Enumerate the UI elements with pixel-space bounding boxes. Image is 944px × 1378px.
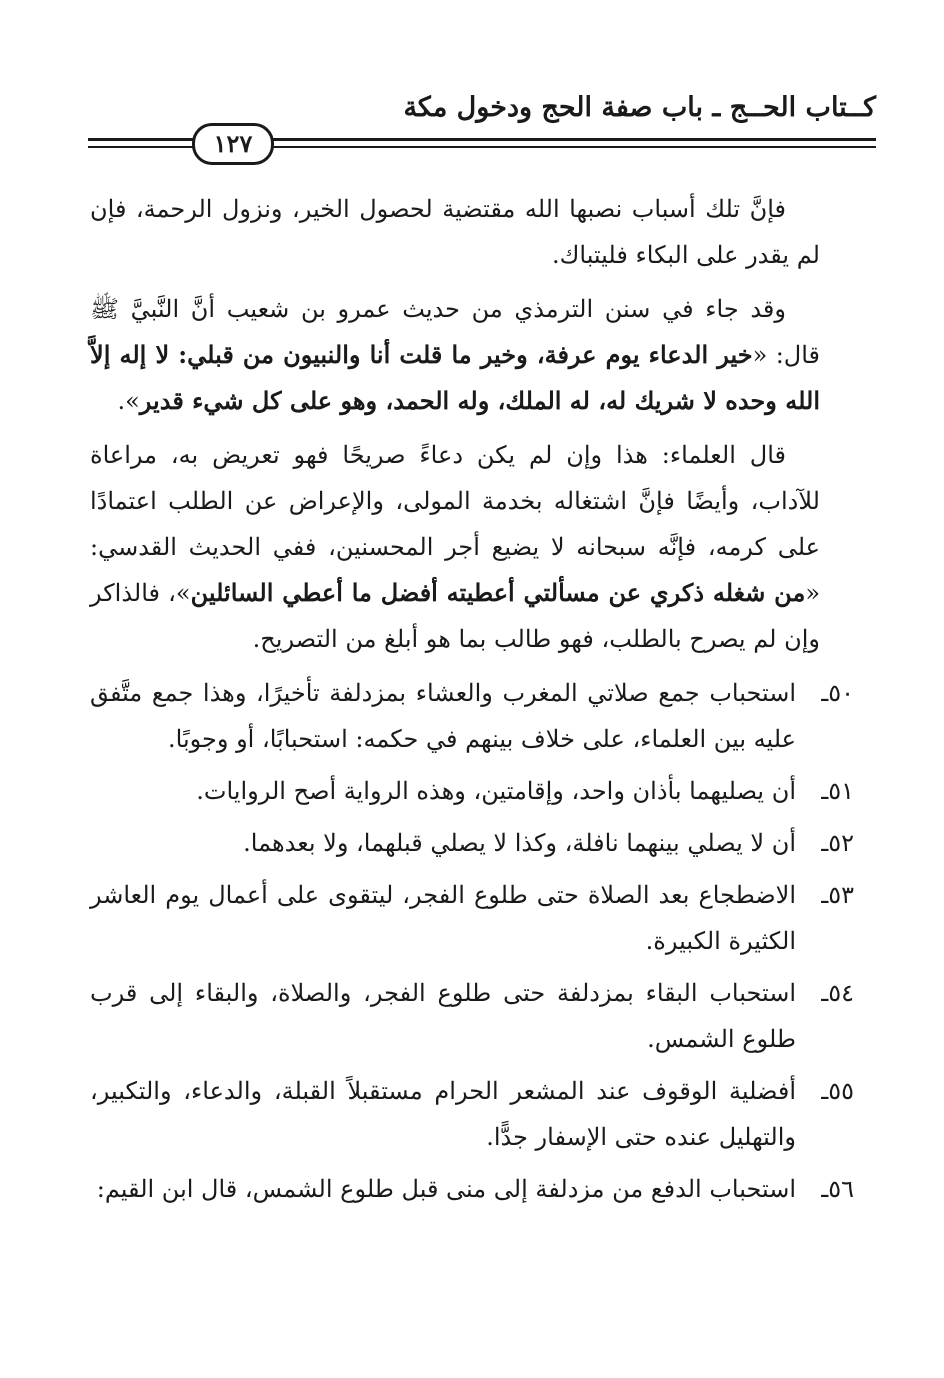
list-item-text: أن لا يصلي بينهما نافلة، وكذا لا يصلي قبلهما، ولا بعدهما. xyxy=(243,829,796,857)
list-item xyxy=(90,1166,854,1212)
list-item xyxy=(90,670,854,762)
list-item xyxy=(90,872,854,964)
list-item xyxy=(90,970,854,1062)
paragraph-2 xyxy=(90,286,820,424)
hadith-quote-2: من شغله ذكري عن مسألتي أعطيته أفضل ما أعطي السائلين xyxy=(190,578,806,607)
list-item-text: أن يصليهما بأذان واحد، وإقامتين، وهذه الرواية أصح الروايات. xyxy=(196,777,796,805)
list-item-text: استحباب البقاء بمزدلفة حتى طلوع الفجر، والصلاة، والبقاء إلى قرب طلوع الشمس. xyxy=(90,979,796,1053)
list-item-number: ٥٦ـ xyxy=(821,1175,854,1203)
paragraph-2-intro: وقد جاء في سنن الترمذي من حديث عمرو بن شعيب أنَّ النَّبيَّ ﷺ قال: « xyxy=(90,295,820,369)
numbered-list xyxy=(90,670,854,1212)
list-item-number: ٥٠ـ xyxy=(821,679,854,707)
page-body xyxy=(90,186,854,1218)
list-item-text: أفضلية الوقوف عند المشعر الحرام مستقبلاً القبلة، والدعاء، والتكبير، والتهليل عنده حتى الإسفار جدًّا. xyxy=(90,1077,796,1151)
list-item-text: الاضطجاع بعد الصلاة حتى طلوع الفجر، ليتقوى على أعمال يوم العاشر الكثيرة الكبيرة. xyxy=(90,881,796,955)
list-item xyxy=(90,768,854,814)
paragraph-3-intro: قال العلماء: هذا وإن لم يكن دعاءً صريحًا فهو تعريض به، مراعاة للآداب، وأيضًا فإنَّ اشتغاله بخدمة المولى، والإعراض عن الطلب اعتمادًا على كرمه، فإنَّه سبحانه لا يضيع أجر المحسنين، ففي الحديث القدسي: « xyxy=(90,441,821,607)
list-item-number: ٥٣ـ xyxy=(821,881,854,909)
paragraph-2-end: ». xyxy=(117,387,140,415)
list-item xyxy=(90,1068,854,1160)
hadith-quote-1: خير الدعاء يوم عرفة، وخير ما قلت أنا والنبيون من قبلي: لا إله إلاَّ الله وحده لا شريك له، له الملك، وله الحمد، وهو على كل شيء قدير xyxy=(90,340,820,415)
list-item-number: ٥١ـ xyxy=(821,777,854,805)
list-item-number: ٥٢ـ xyxy=(821,829,854,857)
list-item-number: ٥٤ـ xyxy=(821,979,854,1007)
list-item-text: استحباب الدفع من مزدلفة إلى منى قبل طلوع الشمس، قال ابن القيم: xyxy=(96,1175,796,1203)
page-number: ١٢٧ xyxy=(192,123,274,165)
paragraph-3-end: »، فالذاكر وإن لم يصرح بالطلب، فهو طالب بما هو أبلغ من التصريح. xyxy=(90,579,820,653)
running-title: كــتاب الحــج ـ باب صفة الحج ودخول مكة xyxy=(403,92,876,123)
list-item xyxy=(90,820,854,866)
list-item-number: ٥٥ـ xyxy=(821,1077,854,1105)
list-item-text: استحباب جمع صلاتي المغرب والعشاء بمزدلفة تأخيرًا، وهذا جمع متَّفق عليه بين العلماء، على خلاف بينهم في حكمه: استحبابًا، أو وجوبًا. xyxy=(90,679,796,753)
paragraph-1: فإنَّ تلك أسباب نصبها الله مقتضية لحصول الخير، ونزول الرحمة، فإن لم يقدر على البكاء فليتباك. xyxy=(90,195,820,269)
paragraph-3 xyxy=(90,432,820,662)
